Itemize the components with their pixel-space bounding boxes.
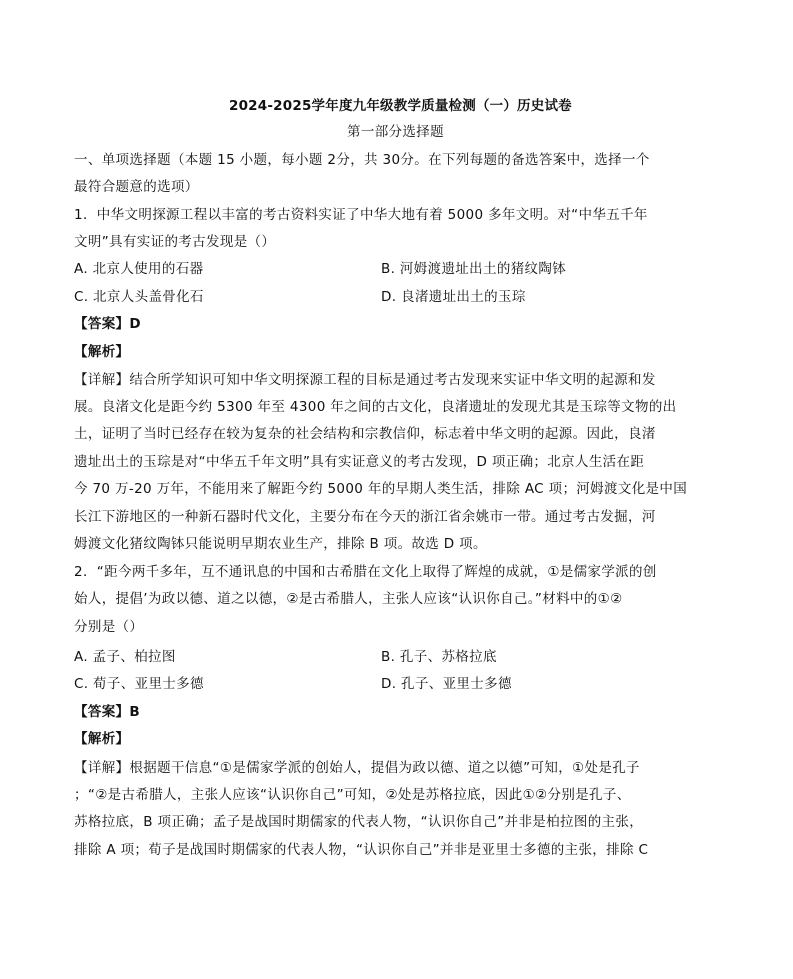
q1-detail-line-4: 遗址出土的玉琮是对“中华五千年文明”具有实证意义的考古发现，D 项正确；北京人生活在距 (74, 454, 645, 470)
q2-detail-line-2: ；“②是古希腊人，主张人应该“认识你自己”可知，②处是苏格拉底，因此①②分别是孔子、 (74, 787, 631, 803)
q1-option-d: D. 良渚遗址出土的玉琮 (381, 289, 526, 305)
q1-option-c: C. 北京人头盖骨化石 (74, 289, 204, 305)
q2-stem-line-3: 分别是（） (74, 619, 144, 635)
q2-option-d: D. 孔子、亚里士多德 (381, 676, 512, 692)
q1-detail-line-5: 今 70 万-20 万年，不能用来了解距今约 5000 年的早期人类生活，排除 AC 项；河姆渡文化是中国 (74, 481, 688, 497)
q2-stem-line-1: 2．“距今两千多年，互不通讯息的中国和古希腊在文化上取得了辉煌的成就，①是儒家学派的创 (74, 564, 657, 580)
q2-stem-line-2: 始人，提倡’为政以德、道之以德，②是古希腊人，主张人应该“认识你自己。”材料中的①② (74, 591, 623, 607)
q1-stem-line-1: 1．中华文明探源工程以丰富的考古资料实证了中华大地有着 5000 多年文明。对“中华五千年 (74, 207, 648, 223)
q1-detail-line-1: 【详解】结合所学知识可知中华文明探源工程的目标是通过考古发现来实证中华文明的起源和发 (74, 372, 656, 388)
q2-analysis-label: 【解析】 (74, 731, 130, 747)
q1-detail-line-2: 展。良渚文化是距今约 5300 年至 4300 年之间的古文化，良渚遗址的发现尤其是玉琮等文物的出 (74, 399, 677, 415)
q2-detail-line-3: 苏格拉底，B 项正确；孟子是战国时期儒家的代表人物，“认识你自己”并非是柏拉图的主张， (74, 814, 644, 830)
q1-answer: 【答案】D (74, 316, 141, 332)
q2-option-b: B. 孔子、苏格拉底 (381, 649, 497, 665)
q1-detail-line-3: 土，证明了当时已经存在较为复杂的社会结构和宗教信仰，标志着中华文明的起源。因此，良渚 (74, 426, 656, 442)
part-heading: 第一部分选择题 (347, 124, 444, 140)
q2-detail-line-1: 【详解】根据题干信息“①是儒家学派的创始人，提倡为政以德、道之以德”可知，①处是孔子 (74, 760, 640, 776)
q1-option-b: B. 河姆渡遗址出土的猪纹陶钵 (381, 261, 567, 277)
q2-option-c: C. 荀子、亚里士多德 (74, 676, 204, 692)
q1-stem-line-2: 文明”具有实证的考古发现是（） (74, 234, 276, 250)
section-intro-line-2: 最符合题意的选项） (74, 179, 199, 195)
q2-option-a: A. 孟子、柏拉图 (74, 649, 176, 665)
q1-detail-line-6: 长江下游地区的一种新石器时代文化，主要分布在今天的浙江省余姚市一带。通过考古发掘，河 (74, 509, 656, 525)
q1-analysis-label: 【解析】 (74, 344, 130, 360)
q2-answer: 【答案】B (74, 704, 141, 720)
q2-detail-line-4: 排除 A 项；荀子是战国时期儒家的代表人物，“认识你自己”并非是亚里士多德的主张，排除 C (74, 842, 649, 858)
section-intro-line-1: 一、单项选择题（本题 15 小题，每小题 2分，共 30分。在下列每题的备选答案中，选择一个 (74, 152, 650, 168)
q1-detail-line-7: 姆渡文化猪纹陶钵只能说明早期农业生产，排除 B 项。故选 D 项。 (74, 536, 487, 552)
q1-option-a: A. 北京人使用的石器 (74, 261, 204, 277)
exam-title: 2024-2025学年度九年级教学质量检测（一）历史试卷 (229, 98, 572, 114)
